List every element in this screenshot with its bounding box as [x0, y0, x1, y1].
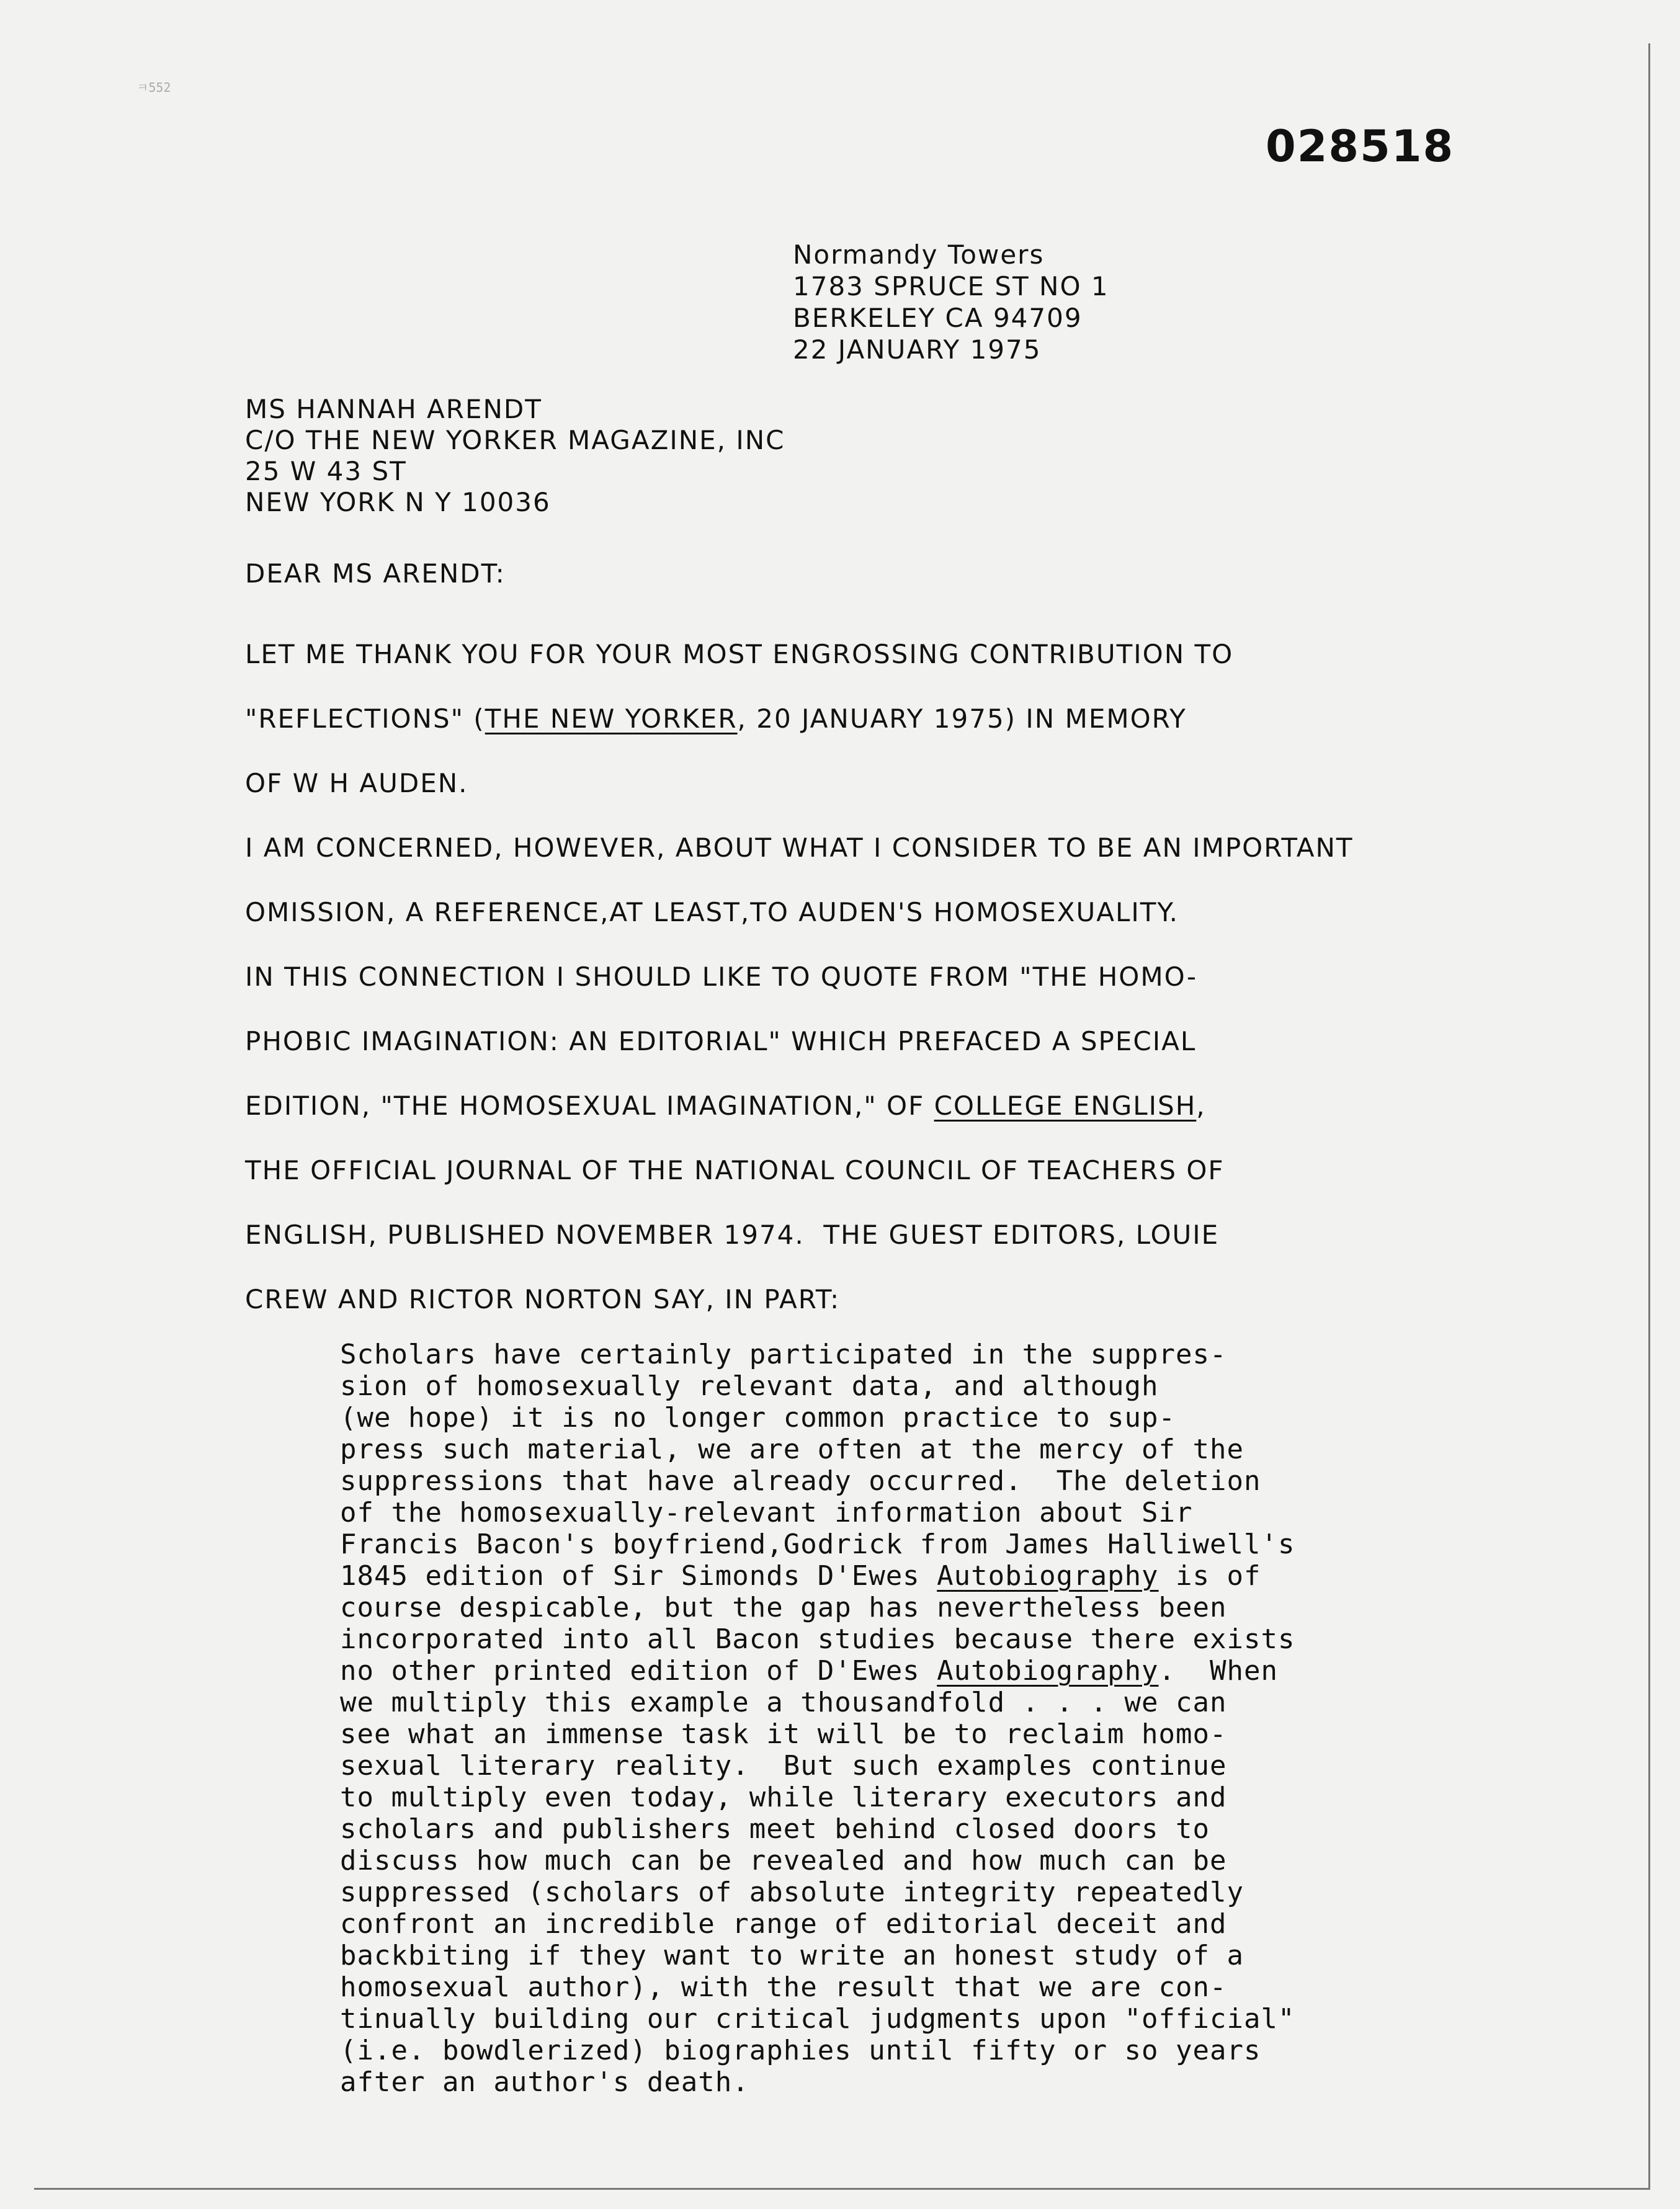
quote-line: sion of homosexually relevant data, and although	[340, 1370, 1159, 1402]
quote-line: (we hope) it is no longer common practice to sup-	[340, 1402, 1176, 1434]
quote-line: incorporated into all Bacon studies because there exists	[340, 1623, 1295, 1655]
quote-line: discuss how much can be revealed and how much can be	[340, 1845, 1227, 1877]
quote-line: after an author's death.	[340, 2066, 749, 2098]
sender-address-line: Normandy Towers	[793, 239, 1045, 270]
quote-text: 1845 edition of Sir Simonds D'Ewes	[340, 1560, 937, 1592]
quote-line: confront an incredible range of editorial deceit and	[340, 1908, 1227, 1940]
recipient-address	[245, 394, 785, 518]
quote-line: tinually building our critical judgments upon "official"	[340, 2003, 1295, 2035]
recipient-address-line: C/O THE NEW YORKER MAGAZINE, INC	[245, 425, 785, 455]
body-line: OMISSION, A REFERENCE,AT LEAST,TO AUDEN'S HOMOSEXUALITY.	[245, 897, 1179, 927]
block-quote	[340, 1339, 1457, 2098]
letter-date: 22 JANUARY 1975	[793, 334, 1042, 365]
sender-address-line: 1783 SPRUCE ST NO 1	[793, 271, 1109, 301]
recipient-address-line: 25 W 43 ST	[245, 456, 407, 486]
body-text: ,	[1196, 1091, 1206, 1121]
quote-line: to multiply even today, while literary executors and	[340, 1782, 1227, 1813]
quote-text: . When	[1158, 1655, 1278, 1687]
body-line: CREW AND RICTOR NORTON SAY, IN PART:	[245, 1284, 841, 1314]
quote-line: scholars and publishers meet behind closed doors to	[340, 1813, 1210, 1845]
recipient-address-line: MS HANNAH ARENDT	[245, 394, 542, 424]
document-number: 028518	[1266, 121, 1455, 172]
sender-address-line: BERKELEY CA 94709	[793, 303, 1083, 333]
body-line	[245, 1074, 1486, 1138]
body-line: PHOBIC IMAGINATION: AN EDITORIAL" WHICH PREFACED A SPECIAL	[245, 1026, 1197, 1056]
quote-line: homosexual author), with the result that we are con-	[340, 1971, 1227, 2003]
recipient-address-line: NEW YORK N Y 10036	[245, 487, 551, 517]
quote-line: Francis Bacon's boyfriend,Godrick from James Halliwell's	[340, 1528, 1295, 1560]
body-line: OF W H AUDEN.	[245, 768, 468, 798]
quote-text: no other printed edition of D'Ewes	[340, 1655, 937, 1687]
book-title: Autobiography	[937, 1655, 1159, 1687]
body-text: "REFLECTIONS" (	[245, 703, 485, 734]
quote-line	[340, 1655, 1457, 1687]
publication-title: THE NEW YORKER	[485, 703, 738, 734]
letter-body	[245, 622, 1486, 1332]
margin-mark: ㅋ552	[136, 80, 171, 95]
quote-line: backbiting if they want to write an honest study of a	[340, 1940, 1244, 1971]
body-text: EDITION, "THE HOMOSEXUAL IMAGINATION," OF	[245, 1091, 934, 1121]
body-line	[245, 687, 1486, 751]
body-text: , 20 JANUARY 1975) IN MEMORY	[737, 703, 1187, 734]
quote-line: suppressed (scholars of absolute integrity repeatedly	[340, 1877, 1244, 1908]
salutation: DEAR MS ARENDT:	[245, 558, 506, 589]
body-line: THE OFFICIAL JOURNAL OF THE NATIONAL COUNCIL OF TEACHERS OF	[245, 1155, 1225, 1185]
quote-line: course despicable, but the gap has nevertheless been	[340, 1592, 1227, 1623]
quote-line: suppressions that have already occurred. The deletion	[340, 1465, 1261, 1497]
body-line: LET ME THANK YOU FOR YOUR MOST ENGROSSING CONTRIBUTION TO	[245, 639, 1234, 669]
body-line: ENGLISH, PUBLISHED NOVEMBER 1974. THE GUEST EDITORS, LOUIE	[245, 1220, 1220, 1250]
quote-line: we multiply this example a thousandfold . . . we can	[340, 1687, 1227, 1718]
quote-line: sexual literary reality. But such examples continue	[340, 1750, 1227, 1782]
body-line: I AM CONCERNED, HOWEVER, ABOUT WHAT I CONSIDER TO BE AN IMPORTANT	[245, 832, 1354, 863]
quote-text: is of	[1158, 1560, 1261, 1592]
sender-address	[793, 239, 1109, 365]
body-line: IN THIS CONNECTION I SHOULD LIKE TO QUOTE FROM "THE HOMO-	[245, 962, 1197, 992]
quote-line: see what an immense task it will be to reclaim homo-	[340, 1718, 1227, 1750]
quote-line: press such material, we are often at the mercy of the	[340, 1434, 1244, 1465]
quote-line: (i.e. bowdlerized) biographies until fifty or so years	[340, 2035, 1261, 2066]
quote-line: of the homosexually-relevant information about Sir	[340, 1497, 1193, 1528]
quote-line: Scholars have certainly participated in the suppres-	[340, 1339, 1227, 1370]
book-title: Autobiography	[937, 1560, 1159, 1592]
publication-title: COLLEGE ENGLISH	[934, 1091, 1197, 1121]
quote-line	[340, 1560, 1457, 1592]
